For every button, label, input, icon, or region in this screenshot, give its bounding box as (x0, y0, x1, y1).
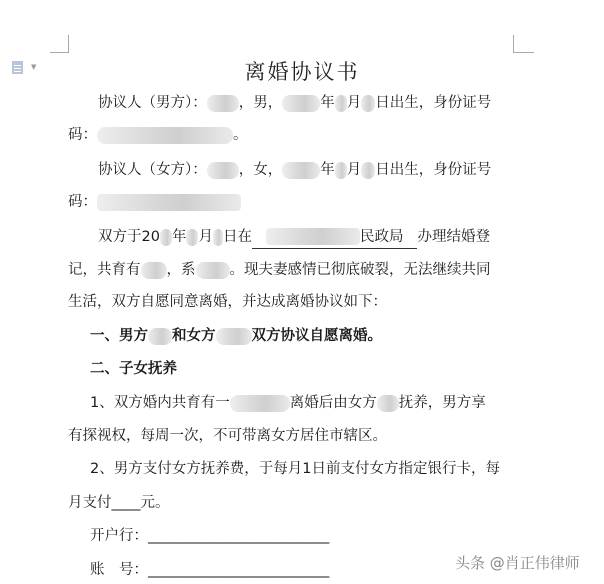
clause-1 (90, 392, 535, 414)
text: 双方于20 (98, 229, 160, 245)
text: 办理结婚登 (417, 229, 490, 245)
text: 和女方 (172, 328, 216, 344)
text: ，女， (238, 162, 283, 178)
text: 。现夫妻感情已彻底破裂，无法继续共同 (229, 262, 491, 278)
redacted-blur (207, 95, 239, 112)
redacted-blur (266, 228, 360, 245)
text: 年 (320, 95, 335, 111)
dropdown-arrow-icon[interactable]: ▼ (31, 63, 37, 71)
text: 码： (68, 194, 97, 210)
redacted-blur (335, 162, 347, 179)
margin-corner-top-left (50, 35, 69, 53)
redacted-blur (282, 162, 320, 179)
redacted-blur (141, 262, 167, 279)
registry-office-field (252, 226, 418, 249)
redacted-blur (97, 127, 233, 144)
text: 一、男方 (90, 328, 148, 344)
redacted-blur (148, 328, 172, 345)
bank-field: 开户行：_________________________ (90, 528, 330, 544)
redacted-blur (216, 328, 252, 345)
paragraph-male-id (68, 124, 513, 146)
paragraph-male-party (98, 92, 513, 114)
text: 民政局 (359, 228, 404, 245)
redacted-blur (160, 229, 172, 246)
redacted-blur (97, 194, 241, 211)
text: ，系 (166, 262, 196, 278)
document-title: 离婚协议书 (244, 60, 360, 84)
text: 离婚后由女方 (289, 395, 377, 411)
paragraph-marriage-3: 生活，双方自愿同意离婚，并达成离婚协议如下： (68, 294, 387, 310)
text: 双方协议自愿离婚。 (251, 328, 382, 344)
text: 抚养，男方享 (398, 395, 486, 411)
margin-corner-top-right (513, 35, 534, 53)
redacted-blur (361, 162, 375, 179)
redacted-blur (186, 229, 198, 246)
text: 日在 (222, 229, 252, 245)
section-two-heading: 二、子女抚养 (90, 361, 177, 377)
text: 年 (171, 229, 187, 245)
redacted-blur (282, 95, 320, 112)
paragraph-female-id (68, 191, 513, 213)
paragraph-marriage (98, 226, 513, 248)
clause-2: 2、男方支付女方抚养费，于每月1日前支付女方指定银行卡，每 (90, 461, 500, 477)
redacted-blur (335, 95, 347, 112)
text: 协议人（男方）： (98, 95, 207, 111)
text: 记，共育有 (68, 262, 141, 278)
text: ，男， (238, 95, 283, 111)
text: 。 (233, 127, 248, 143)
redacted-blur (377, 395, 399, 412)
text: 1、双方婚内共育有一 (90, 395, 230, 411)
section-one-heading (90, 325, 535, 347)
paragraph-marriage-2 (68, 259, 513, 281)
text: 月 (346, 162, 362, 178)
account-field: 账 号：_________________________ (90, 562, 330, 578)
clause-2-cont: 月支付____元。 (68, 495, 170, 511)
clause-1-cont: 有探视权，每周一次，不可带离女方居住市辖区。 (68, 428, 387, 444)
redacted-blur (213, 229, 223, 246)
text: 月 (198, 229, 213, 245)
redacted-blur (196, 262, 230, 279)
redacted-blur (361, 95, 375, 112)
watermark: 头条 @肖正伟律师 (455, 554, 580, 572)
text: 年 (320, 162, 335, 178)
text: 日出生，身份证号 (375, 95, 492, 111)
text: 日出生，身份证号 (375, 162, 492, 178)
text: 码： (68, 127, 97, 143)
paragraph-female-party (98, 159, 513, 181)
text: 月 (346, 95, 362, 111)
redacted-blur (207, 162, 239, 179)
text: 协议人（女方）： (98, 162, 207, 178)
redacted-blur (230, 395, 290, 412)
